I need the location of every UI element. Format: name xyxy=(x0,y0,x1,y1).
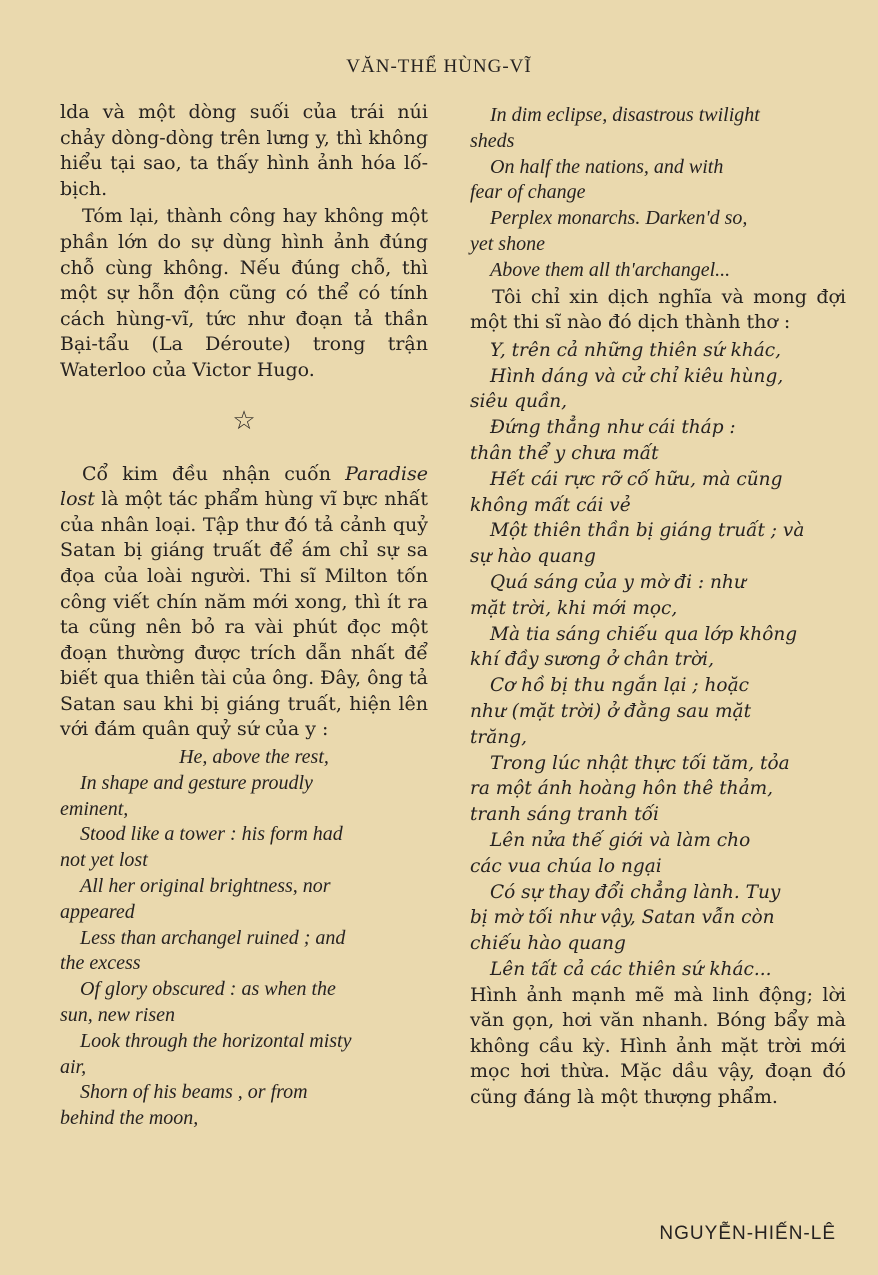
translation-line: Lên nửa thế giới và làm cho xyxy=(490,829,751,851)
right-column xyxy=(470,103,846,1113)
translation-line: Cơ hồ bị thu ngắn lại ; hoặc xyxy=(490,675,749,697)
paragraph-3-start: Cổ kim đều nhận cuốn xyxy=(82,462,346,485)
translation-line: Đứng thẳng như cái tháp : xyxy=(490,417,736,439)
verse-line: Less than archangel ruined ; and xyxy=(80,926,346,949)
verse-line: Look through the horizontal misty xyxy=(80,1029,352,1052)
translation-line: Lên tất cả các thiên sứ khác... xyxy=(490,958,772,980)
page-header: VĂN-THỂ HÙNG-VĨ xyxy=(346,56,532,77)
vietnamese-translation xyxy=(470,338,846,983)
verse-line: fear of change xyxy=(470,181,586,204)
verse-line: air, xyxy=(60,1055,87,1078)
verse-line: All her original brightness, nor xyxy=(80,875,331,898)
translation-line: như (mặt trời) ở đằng sau mặt xyxy=(470,700,752,722)
translation-line: Y, trên cả những thiên sứ khác, xyxy=(490,339,781,361)
translation-line: Hết cái rực rỡ cố hữu, mà cũng xyxy=(490,468,783,490)
verse-line: appeared xyxy=(60,900,135,923)
verse-line: In shape and gesture proudly xyxy=(80,771,313,794)
translation-line: thân thể y chưa mất xyxy=(470,442,659,464)
verse-line: yet shone xyxy=(470,232,545,255)
translation-line: Mà tia sáng chiếu qua lớp không xyxy=(490,623,798,645)
paragraph-1: lda và một dòng suối của trái núi chảy dòng-dòng trên lưng y, thì không hiểu tại sao, ta thấy hình ảnh hóa lố-bịch. xyxy=(60,101,428,200)
translation-line: Một thiên thần bị giáng truất ; và xyxy=(490,520,805,542)
author-signature: NGUYỄN-HIẾN-LÊ xyxy=(659,1223,836,1244)
translation-line: khí đầy sương ở chân trời, xyxy=(470,649,714,671)
verse-line: behind the moon, xyxy=(60,1107,199,1130)
translation-line: siêu quần, xyxy=(470,391,568,413)
translation-line: bị mờ tối như vậy, Satan vẫn còn xyxy=(470,907,775,929)
verse-line: He, above the rest, xyxy=(179,746,329,769)
translation-line: Có sự thay đổi chẳng lành. Tuy xyxy=(490,881,781,903)
verse-line: sun, new risen xyxy=(60,1004,175,1027)
translation-line: Quá sáng của y mờ đi : như xyxy=(490,571,746,593)
left-column xyxy=(60,100,428,1133)
verse-line: Above them all th'archangel... xyxy=(490,258,731,281)
verse-line: eminent, xyxy=(60,797,129,820)
paragraph-2: Tóm lại, thành công hay không một phần lớn do sự dùng hình ảnh đúng chỗ cùng không. Nếu đúng chỗ, thì một sự hỗn độn cũng có thể có tính cách hùng-vĩ, tức như đoạn tả thần Bại-tẩu (La Déroute) trong trận Waterloo của Victor Hugo. xyxy=(60,205,428,381)
milton-verse-part-1 xyxy=(60,745,428,1132)
translation-line: Hình dáng và cử chỉ kiêu hùng, xyxy=(490,365,784,387)
verse-line: not yet lost xyxy=(60,849,148,872)
paragraph-5: Hình ảnh mạnh mẽ mà linh động; lời văn gọn, hơi văn nhanh. Bóng bẩy mà không cầu kỳ. Hình ảnh mặt trời mới mọc hơi thừa. Mặc dầu vậy, đoạn đó cũng đáng là một thượng phẩm. xyxy=(470,983,846,1109)
verse-line: sheds xyxy=(470,129,515,152)
paragraph-4: Tôi chỉ xin dịch nghĩa và mong đợi một thi sĩ nào đó dịch thành thơ : xyxy=(470,285,846,334)
verse-line: Shorn of his beams , or from xyxy=(80,1081,308,1104)
translation-line: sự hào quang xyxy=(470,546,596,568)
verse-line: Perplex monarchs. Darken'd so, xyxy=(490,207,748,230)
translation-line: chiếu hào quang xyxy=(470,933,626,955)
verse-line: the excess xyxy=(60,952,141,975)
book-title: Paradise lost xyxy=(60,462,428,511)
paragraph-3-rest: là một tác phẩm hùng vĩ bực nhất của nhân loại. Tập thư đó tả cảnh quỷ Satan bị giáng truất để ám chỉ sự sa đọa của loài người. Thi sĩ Milton tốn công viết chín năm mới xong, thì ít ra ta cũng nên bỏ ra vài phút đọc một đoạn thường được trích dẫn nhất để biết qua thiên tài của ông. Đây, ông tả Satan sau khi bị giáng truất, hiện lên với đám quân quỷ sứ của y : xyxy=(60,488,428,741)
verse-line: Stood like a tower : his form had xyxy=(80,823,343,846)
translation-line: không mất cái vẻ xyxy=(470,494,631,516)
verse-line: In dim eclipse, disastrous twilight xyxy=(490,104,760,126)
star-separator-icon: ☆ xyxy=(232,405,256,436)
milton-verse-part-2 xyxy=(470,103,846,284)
translation-line: các vua chúa lo ngại xyxy=(470,855,662,877)
verse-line: On half the nations, and with xyxy=(490,155,724,178)
paragraph-3 xyxy=(60,462,428,744)
translation-line: ra một ánh hoàng hôn thê thảm, xyxy=(470,778,774,800)
translation-line: tranh sáng tranh tối xyxy=(470,804,659,826)
translation-line: mặt trời, khi mới mọc, xyxy=(470,597,678,619)
translation-line: trăng, xyxy=(470,726,527,748)
translation-line: Trong lúc nhật thực tối tăm, tỏa xyxy=(490,752,790,774)
verse-line: Of glory obscured : as when the xyxy=(80,978,336,1001)
